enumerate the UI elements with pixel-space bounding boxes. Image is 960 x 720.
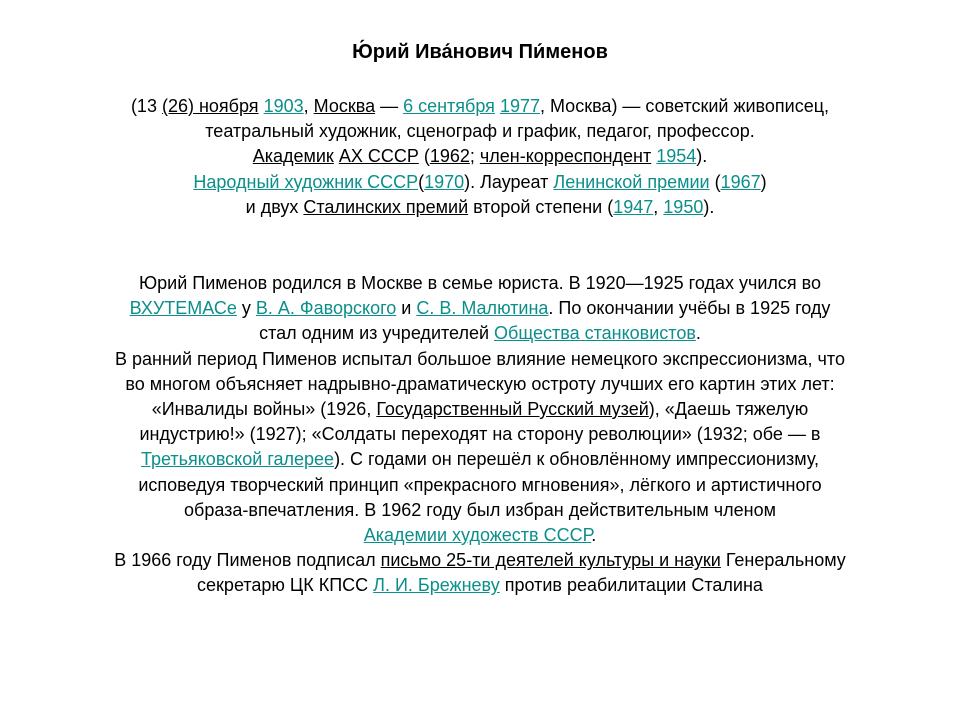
hyperlink[interactable]: Третьяковской галерее: [140, 449, 335, 470]
hyperlink[interactable]: 1947: [613, 196, 654, 217]
text-run: В ранний период Пименов испытал большое влияние немецкого экспрессионизма, что: [115, 348, 845, 369]
text-line: [30, 447, 930, 472]
intro-paragraph: [30, 94, 930, 220]
text-line: [30, 195, 930, 220]
text-run: (13: [130, 96, 162, 116]
text-line: [30, 372, 930, 397]
biography-paragraph: [30, 271, 930, 599]
hyperlink[interactable]: 1950: [663, 196, 704, 217]
hyperlink[interactable]: ВХУТЕМАСе: [129, 298, 237, 319]
hyperlink[interactable]: 1967: [720, 171, 761, 192]
text-run: и: [396, 298, 417, 319]
hyperlink[interactable]: член-корреспондент: [479, 146, 652, 167]
text-run: у: [236, 298, 256, 319]
text-line: [30, 94, 930, 119]
hyperlink[interactable]: В. А. Фаворского: [255, 298, 397, 319]
text-run: ). С годами он перешёл к обновлённому импрессионизму,: [334, 449, 820, 470]
text-run: . По окончании учёбы в 1925 году: [548, 298, 831, 319]
text-run: «Инвалиды войны» (1926,: [151, 399, 377, 420]
text-run: против реабилитации Сталина: [499, 575, 763, 596]
hyperlink[interactable]: Ленинской премии: [553, 171, 710, 192]
hyperlink[interactable]: 1954: [656, 146, 697, 167]
text-line: [30, 170, 930, 195]
page-title: Ю́рий Ива́нович Пи́менов: [352, 41, 608, 63]
hyperlink[interactable]: 6 сентября: [403, 96, 495, 116]
hyperlink[interactable]: 1903: [263, 96, 304, 116]
text-line: [30, 119, 930, 144]
hyperlink[interactable]: Академик: [252, 146, 334, 167]
text-line: [30, 271, 930, 296]
text-line: [30, 296, 930, 321]
hyperlink[interactable]: (26) ноября: [161, 96, 259, 116]
text-run: ,: [653, 196, 664, 217]
hyperlink[interactable]: 1970: [424, 171, 465, 192]
text-run: во многом объясняет надрывно-драматическую остроту лучших его картин этих лет:: [125, 373, 835, 394]
text-run: ).: [703, 196, 715, 217]
text-line: [30, 473, 930, 498]
text-line: [30, 347, 930, 372]
text-run: исповедуя творческий принцип «прекрасного мгновения», лёгкого и артистичного: [138, 474, 822, 495]
hyperlink[interactable]: Сталинских премий: [303, 196, 469, 217]
text-line: [30, 573, 930, 598]
text-run: образа-впечатления. В 1962 году был избран действительным членом: [184, 499, 776, 520]
hyperlink[interactable]: Академии художеств СССР: [363, 525, 592, 546]
text-line: [30, 144, 930, 169]
text-run: ), «Даешь тяжелую: [648, 399, 809, 420]
text-run: ): [760, 171, 767, 192]
text-run: В 1966 году Пименов подписал: [114, 550, 381, 571]
text-line: [30, 422, 930, 447]
text-run: ,: [303, 96, 314, 116]
text-run: секретарю ЦК КПСС: [197, 575, 374, 596]
hyperlink[interactable]: 1962: [429, 146, 470, 167]
text-run: (: [709, 171, 721, 192]
text-run: ;: [469, 146, 480, 167]
hyperlink[interactable]: Л. И. Брежневу: [373, 575, 500, 596]
text-line: [30, 397, 930, 422]
hyperlink[interactable]: Государственный Русский музей: [376, 399, 649, 420]
text-run: ). Лауреат: [464, 171, 554, 192]
text-run: —: [375, 96, 404, 116]
text-line: [30, 523, 930, 548]
text-run: .: [591, 525, 597, 546]
hyperlink[interactable]: Народный художник СССР: [193, 171, 419, 192]
hyperlink[interactable]: Москва: [313, 96, 376, 116]
text-run: (: [418, 146, 430, 167]
text-run: ).: [696, 146, 708, 167]
text-run: и двух: [245, 196, 304, 217]
text-run: Юрий Пименов родился в Москве в семье юриста. В 1920—1925 годах учился во: [138, 273, 822, 293]
text-line: [30, 548, 930, 573]
text-line: [30, 498, 930, 523]
text-run: стал одним из учредителей: [259, 323, 495, 344]
text-run: (: [418, 171, 425, 192]
hyperlink[interactable]: письмо 25-ти деятелей культуры и науки: [380, 550, 721, 571]
text-run: , Москва) — советский живописец,: [539, 96, 830, 116]
hyperlink[interactable]: С. В. Малютина: [416, 298, 549, 319]
text-line: [30, 321, 930, 346]
text-run: индустрию!» (1927); «Солдаты переходят на сторону революции» (1932; обе — в: [139, 424, 821, 445]
text-run: .: [695, 323, 701, 344]
hyperlink[interactable]: Общества станковистов: [494, 323, 696, 344]
hyperlink[interactable]: 1977: [499, 96, 540, 116]
hyperlink[interactable]: АХ СССР: [338, 146, 419, 167]
text-run: театральный художник, сценограф и график, педагог, профессор.: [205, 121, 755, 142]
text-run: второй степени (: [468, 196, 614, 217]
text-run: Генеральному: [720, 550, 846, 571]
